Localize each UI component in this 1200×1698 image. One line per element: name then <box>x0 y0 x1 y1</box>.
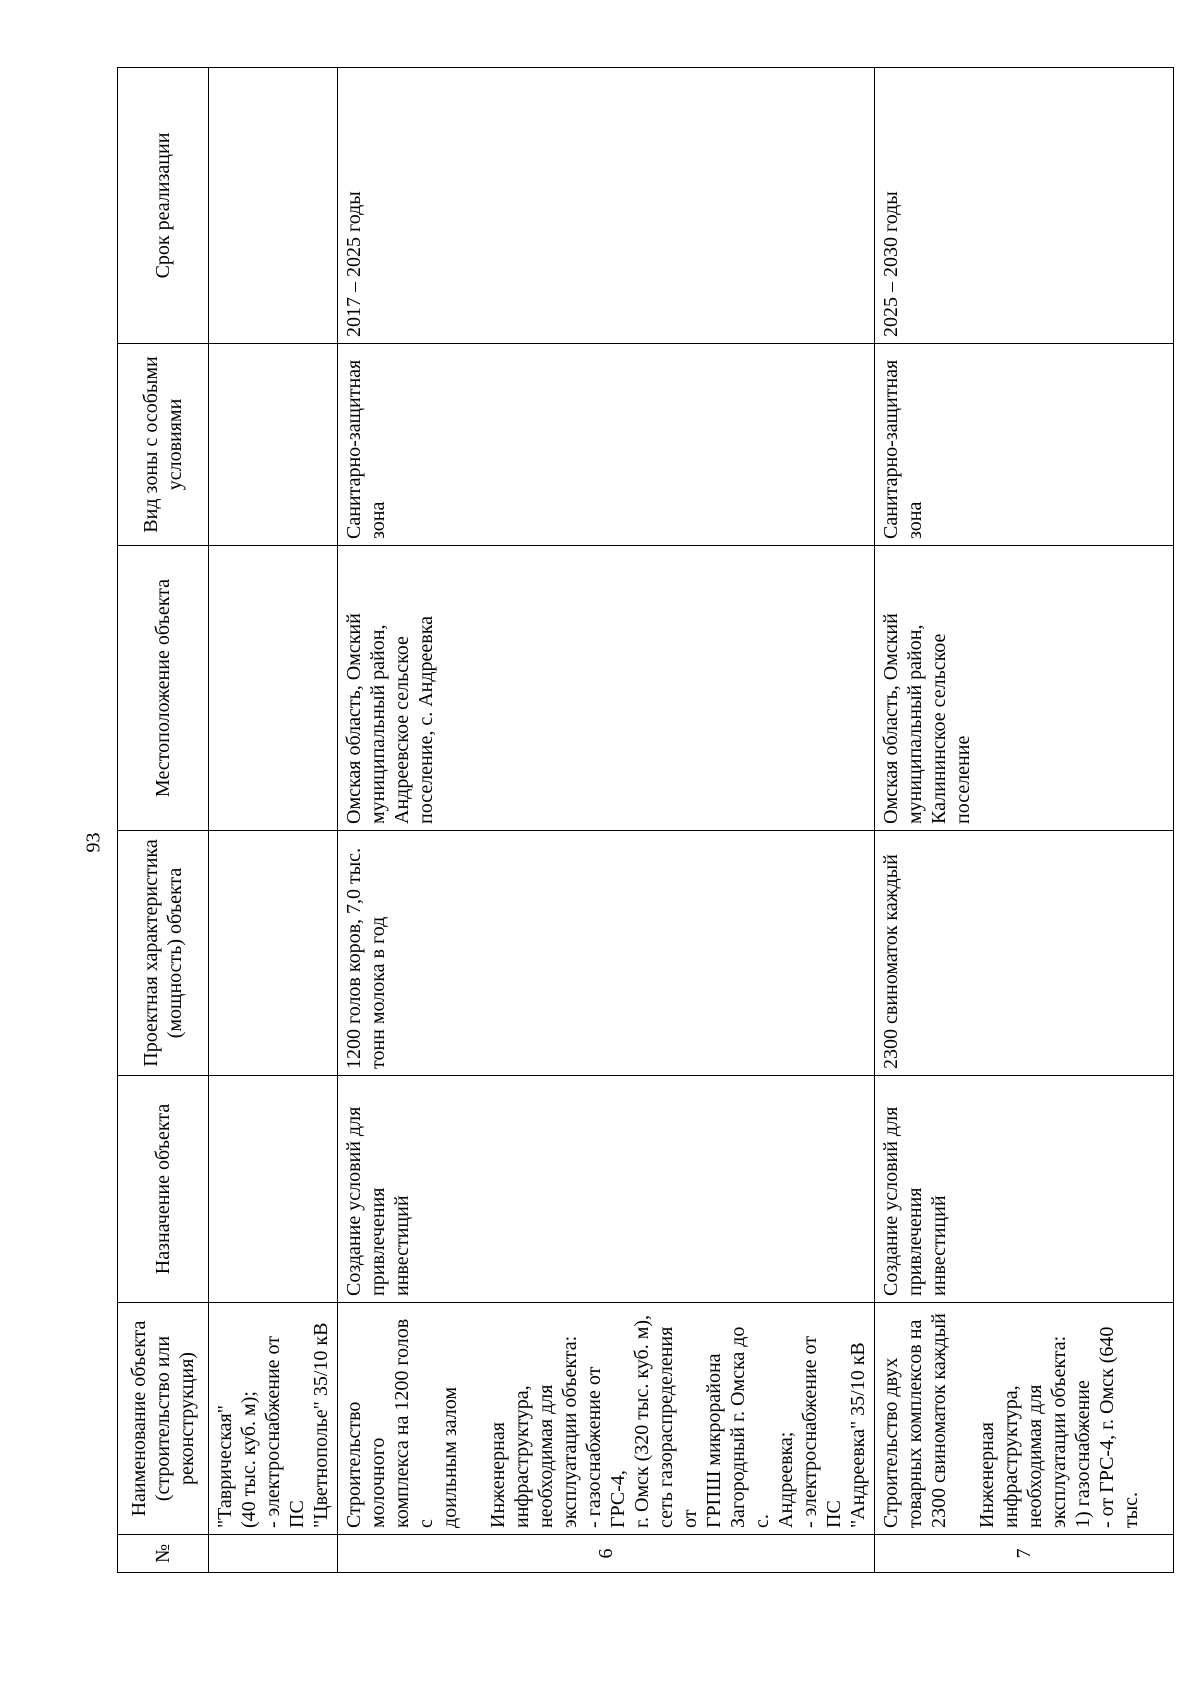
object-name-line: - электроснабжение от ПС <box>262 1335 308 1528</box>
object-name-line: необходимая для <box>535 1384 557 1528</box>
term-cell: 2025 – 2030 годы <box>875 68 1174 344</box>
header-location: Местоположение объекта <box>118 546 209 831</box>
object-name-line: Андреевка; <box>775 1431 797 1528</box>
row-number: 6 <box>338 1535 875 1573</box>
page-number: 93 <box>82 832 105 852</box>
header-number: № <box>118 1535 209 1573</box>
object-name-line: 1) газоснабжение <box>1072 1380 1094 1528</box>
object-name-line: "Цветнополье" 35/10 кВ <box>310 1322 332 1528</box>
object-name-cell <box>209 1303 338 1535</box>
object-name-line: эксплуатации объекта: <box>559 1335 581 1528</box>
location-cell <box>209 546 338 831</box>
rotated-table-container <box>117 68 1142 1573</box>
object-name-line: Строительство молочного <box>343 1401 389 1528</box>
term-cell <box>209 68 338 344</box>
location-cell: Омская область, Омский муниципальный район, Калининское сельское поселение <box>875 546 1174 831</box>
header-object-name: Наименование объекта (строительство или реконструкция) <box>118 1303 209 1535</box>
object-name-line: товарных комплексов на <box>904 1319 926 1528</box>
table-row <box>209 68 338 1573</box>
object-name-line: инфраструктура, <box>511 1385 533 1528</box>
header-capacity: Проектная характеристика (мощность) объекта <box>118 831 209 1076</box>
object-name-line: Инженерная <box>487 1422 509 1528</box>
object-name-line: Строительство двух <box>880 1357 902 1528</box>
object-name-cell <box>338 1303 875 1535</box>
object-name-line: инфраструктура, <box>1000 1385 1022 1528</box>
location-cell: Омская область, Омский муниципальный район, Андреевское сельское поселение, с. Андреевка <box>338 546 875 831</box>
header-purpose: Назначение объекта <box>118 1076 209 1303</box>
object-name-line: эксплуатации объекта: <box>1048 1335 1070 1528</box>
object-name-line: (40 тыс. куб. м); <box>238 1391 260 1528</box>
table-row <box>875 68 1174 1573</box>
zone-cell: Санитарно-защитная зона <box>875 344 1174 546</box>
object-name-line: г. Омск (320 тыс. куб. м), <box>631 1314 653 1528</box>
object-name-line: необходимая для <box>1024 1384 1046 1528</box>
object-name-line: комплекса на 1200 голов с <box>391 1318 437 1528</box>
header-zone-type: Вид зоны с особыми условиями <box>118 344 209 546</box>
object-name-line: сеть газораспределения от <box>655 1326 701 1528</box>
header-term: Срок реализации <box>118 68 209 344</box>
object-name-line: "Таврическая" <box>214 1405 236 1528</box>
capacity-cell: 2300 свиноматок каждый <box>875 831 1174 1076</box>
object-name-line: Инженерная <box>976 1422 998 1528</box>
table-header-row <box>118 68 209 1573</box>
object-name-line: - электроснабжение от ПС <box>799 1335 845 1528</box>
zone-cell <box>209 344 338 546</box>
object-name-line: - газоснабжение от ГРС-4, <box>583 1366 629 1528</box>
purpose-cell: Создание условий для привлечения инвестиций <box>338 1076 875 1303</box>
table-row <box>338 68 875 1573</box>
objects-table <box>117 67 1174 1573</box>
object-name-line: доильным залом <box>439 1387 461 1528</box>
zone-cell: Санитарно-защитная зона <box>338 344 875 546</box>
capacity-cell <box>209 831 338 1076</box>
row-number <box>209 1535 338 1573</box>
object-name-line: ГРПШ микрорайона <box>703 1353 725 1528</box>
purpose-cell: Создание условий для привлечения инвестиций <box>875 1076 1174 1303</box>
object-name-line: - от ГРС-4, г. Омск (640 тыс. <box>1096 1326 1142 1528</box>
object-name-line: Загородный г. Омска до с. <box>727 1326 773 1528</box>
capacity-cell: 1200 голов коров, 7,0 тыс. тонн молока в год <box>338 831 875 1076</box>
object-name-line: 2300 свиноматок каждый <box>928 1313 950 1528</box>
object-name-line: "Андреевка" 35/10 кВ <box>847 1342 869 1528</box>
term-cell: 2017 – 2025 годы <box>338 68 875 344</box>
row-number: 7 <box>875 1535 1174 1573</box>
object-name-cell <box>875 1303 1174 1535</box>
purpose-cell <box>209 1076 338 1303</box>
